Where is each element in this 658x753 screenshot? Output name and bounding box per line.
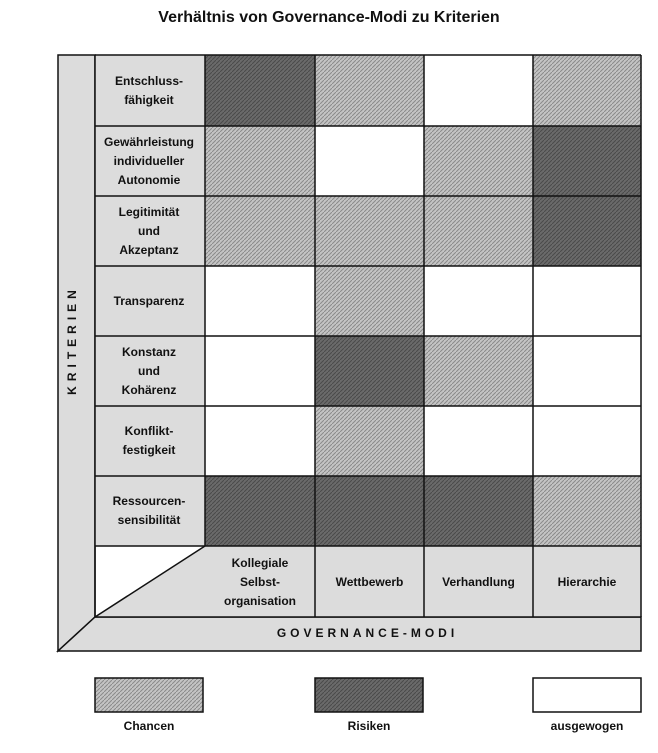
row-label	[95, 55, 203, 126]
row-label	[95, 196, 203, 266]
matrix-cell-chancen	[205, 126, 315, 196]
row-label	[95, 126, 203, 196]
legend-swatches	[95, 678, 641, 712]
column-label	[205, 546, 315, 618]
row-label-text: Legitimität und Akzeptanz	[118, 204, 180, 257]
row-label	[95, 266, 203, 336]
matrix-cell-ausgewogen	[315, 126, 424, 196]
matrix-cell-chancen	[315, 406, 424, 476]
matrix-cell-ausgewogen	[424, 55, 533, 126]
legend-label: Chancen	[123, 719, 175, 733]
row-label-text: Transparenz	[113, 293, 185, 308]
modes-axis-label: GOVERNANCE-MODI	[276, 626, 459, 640]
column-label	[424, 546, 533, 618]
matrix-cell-chancen	[533, 476, 641, 546]
column-label-text: Wettbewerb	[335, 574, 404, 589]
matrix-cell-chancen	[315, 266, 424, 336]
matrix-cell-chancen	[424, 126, 533, 196]
matrix-cell-chancen	[315, 55, 424, 126]
matrix-cells	[205, 55, 641, 546]
matrix-cell-ausgewogen	[424, 406, 533, 476]
matrix-cell-ausgewogen	[205, 406, 315, 476]
matrix-cell-chancen	[533, 55, 641, 126]
matrix-cell-risiken	[205, 476, 315, 546]
matrix-cell-ausgewogen	[205, 266, 315, 336]
row-label	[95, 336, 203, 406]
row-label-text: Gewährleistung individueller Autonomie	[103, 134, 195, 187]
row-label-text: Konflikt- festigkeit	[122, 424, 176, 457]
matrix-cell-ausgewogen	[205, 336, 315, 406]
matrix-cell-risiken	[205, 55, 315, 126]
row-label	[95, 406, 203, 476]
row-label-text: Konstanz und Kohärenz	[121, 344, 177, 397]
legend-swatch-chancen	[95, 678, 203, 712]
legend-swatch-ausgewogen	[533, 678, 641, 712]
matrix-cell-risiken	[533, 126, 641, 196]
row-label-text: Entschluss- fähigkeit	[114, 73, 183, 107]
legend-label: Risiken	[347, 719, 391, 733]
legend-label: ausgewogen	[550, 719, 624, 733]
matrix-cell-ausgewogen	[424, 266, 533, 336]
row-label-text: Ressourcen- sensibilität	[112, 494, 186, 527]
row-label	[95, 476, 203, 546]
matrix-cell-ausgewogen	[533, 266, 641, 336]
column-label-text: Hierarchie	[557, 574, 617, 589]
matrix-cell-chancen	[424, 336, 533, 406]
matrix-cell-risiken	[533, 196, 641, 266]
criteria-axis-label: KRITERIEN	[65, 285, 79, 395]
column-label-text: Verhandlung	[442, 574, 515, 589]
column-label-text: Kollegiale Selbst- organisation	[223, 555, 296, 608]
matrix-cell-risiken	[424, 476, 533, 546]
column-label	[533, 546, 641, 618]
matrix-cell-chancen	[424, 196, 533, 266]
matrix-cell-chancen	[315, 196, 424, 266]
column-label	[315, 546, 424, 618]
legend-swatch-risiken	[315, 678, 423, 712]
matrix-cell-ausgewogen	[533, 406, 641, 476]
matrix-cell-ausgewogen	[533, 336, 641, 406]
matrix-cell-risiken	[315, 476, 424, 546]
matrix-cell-risiken	[315, 336, 424, 406]
matrix-cell-chancen	[205, 196, 315, 266]
diagram-title: Verhältnis von Governance-Modi zu Kriterien	[158, 9, 500, 26]
